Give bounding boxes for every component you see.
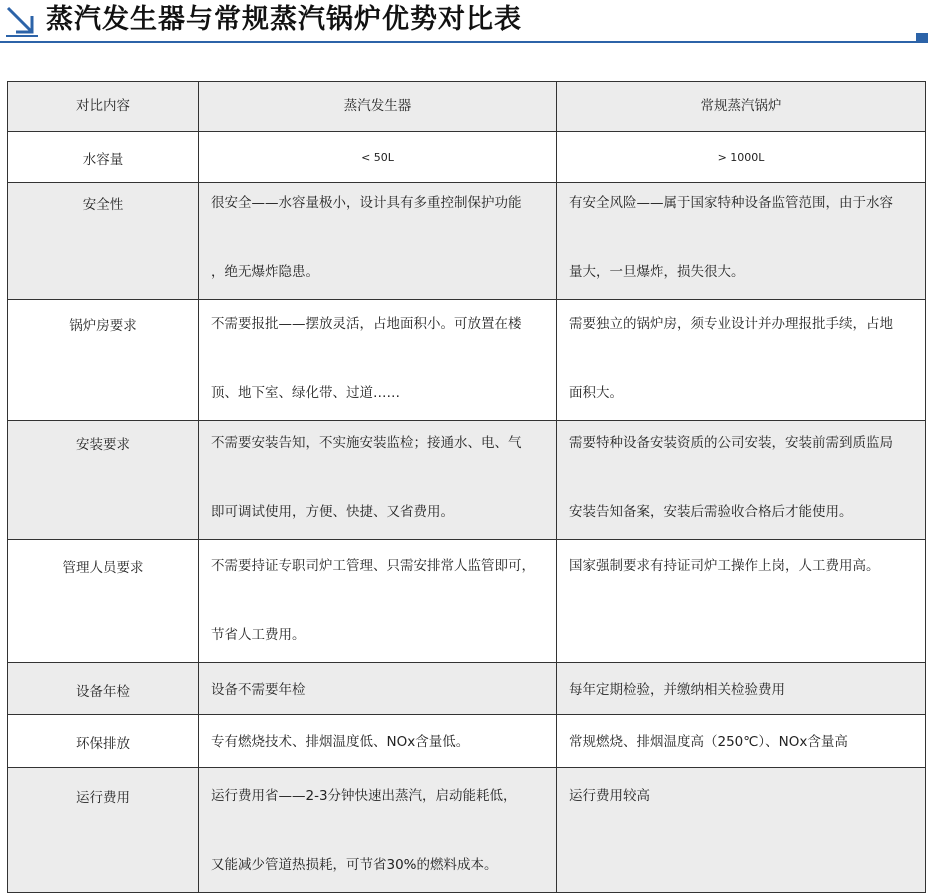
generator-cell — [199, 715, 557, 768]
column-header: 对比内容 — [8, 82, 199, 132]
generator-text-line: 运行费用省——2-3分钟快速出蒸汽，启动能耗低， — [211, 788, 517, 804]
row-label: 运行费用 — [76, 790, 130, 806]
generator-text-line: 不需要持证专职司炉工管理、只需安排常人监管即可， — [211, 558, 535, 574]
row-label-cell — [8, 540, 199, 663]
boiler-text-line: 安装告知备案，安装后需验收合格后才能使用。 — [569, 504, 853, 520]
generator-cell — [199, 421, 557, 540]
table-row — [8, 300, 926, 421]
row-label: 管理人员要求 — [62, 560, 144, 576]
boiler-text-line: 量大，一旦爆炸，损失很大。 — [569, 264, 745, 280]
boiler-cell — [557, 421, 926, 540]
row-label: 安装要求 — [76, 437, 130, 453]
row-label-cell — [8, 421, 199, 540]
generator-text-line: 节省人工费用。 — [211, 627, 306, 643]
generator-cell — [199, 768, 557, 893]
generator-cell — [199, 183, 557, 300]
generator-text-line: ，绝无爆炸隐患。 — [211, 264, 319, 280]
row-label-cell — [8, 132, 199, 183]
boiler-text-line: 需要独立的锅炉房，须专业设计并办理报批手续，占地 — [569, 316, 893, 332]
row-label-cell — [8, 663, 199, 715]
header-rule — [0, 41, 918, 43]
generator-cell — [199, 540, 557, 663]
generator-text-line: 顶、地下室、绿化带、过道…… — [211, 385, 400, 401]
column-header: 常规蒸汽锅炉 — [557, 82, 926, 132]
generator-text-line: < 50L — [361, 150, 394, 164]
boiler-text-line: 常规燃烧、排烟温度高（250℃）、NOx含量高 — [569, 734, 848, 750]
table-row — [8, 421, 926, 540]
generator-cell — [199, 300, 557, 421]
boiler-cell — [557, 715, 926, 768]
boiler-cell — [557, 768, 926, 893]
header-square — [916, 33, 928, 43]
generator-text-line: 不需要安装告知，不实施安装监检；接通水、电、气 — [211, 435, 522, 451]
row-label-cell — [8, 300, 199, 421]
boiler-cell — [557, 540, 926, 663]
row-label: 设备年检 — [76, 684, 130, 700]
boiler-text-line: 国家强制要求有持证司炉工操作上岗，人工费用高。 — [569, 558, 880, 574]
generator-text-line: 不需要报批——摆放灵活，占地面积小。可放置在楼 — [211, 316, 522, 332]
generator-cell — [199, 663, 557, 715]
table-row — [8, 183, 926, 300]
table-row — [8, 132, 926, 183]
generator-text-line: 即可调试使用，方便、快捷、又省费用。 — [211, 504, 454, 520]
table-row — [8, 540, 926, 663]
boiler-text-line: 有安全风险——属于国家特种设备监管范围，由于水容 — [569, 195, 893, 211]
row-label: 锅炉房要求 — [69, 318, 137, 334]
page-header — [0, 0, 932, 46]
table-header-row — [8, 82, 926, 132]
table-row — [8, 663, 926, 715]
boiler-cell — [557, 663, 926, 715]
row-label: 安全性 — [82, 197, 124, 213]
generator-text-line: 专有燃烧技术、排烟温度低、NOx含量低。 — [211, 734, 470, 750]
boiler-text-line: 需要特种设备安装资质的公司安装，安装前需到质监局 — [569, 435, 893, 451]
row-label-cell — [8, 183, 199, 300]
column-header: 蒸汽发生器 — [199, 82, 557, 132]
arrow-down-right-icon — [4, 4, 38, 38]
table-row — [8, 768, 926, 893]
row-label-cell — [8, 768, 199, 893]
generator-text-line: 又能减少管道热损耗，可节省30%的燃料成本。 — [211, 857, 498, 873]
row-label: 环保排放 — [76, 736, 130, 752]
table-row — [8, 715, 926, 768]
boiler-text-line: 面积大。 — [569, 385, 623, 401]
boiler-text-line: 每年定期检验，并缴纳相关检验费用 — [569, 682, 785, 698]
generator-cell — [199, 132, 557, 183]
page-title: 蒸汽发生器与常规蒸汽锅炉优势对比表 — [46, 4, 522, 35]
boiler-cell — [557, 300, 926, 421]
row-label-cell — [8, 715, 199, 768]
boiler-cell — [557, 183, 926, 300]
boiler-text-line: 运行费用较高 — [569, 788, 650, 804]
generator-text-line: 很安全——水容量极小，设计具有多重控制保护功能 — [211, 195, 522, 211]
boiler-cell — [557, 132, 926, 183]
boiler-text-line: > 1000L — [717, 150, 765, 164]
comparison-table — [7, 81, 926, 893]
generator-text-line: 设备不需要年检 — [211, 682, 306, 698]
row-label: 水容量 — [82, 152, 124, 168]
